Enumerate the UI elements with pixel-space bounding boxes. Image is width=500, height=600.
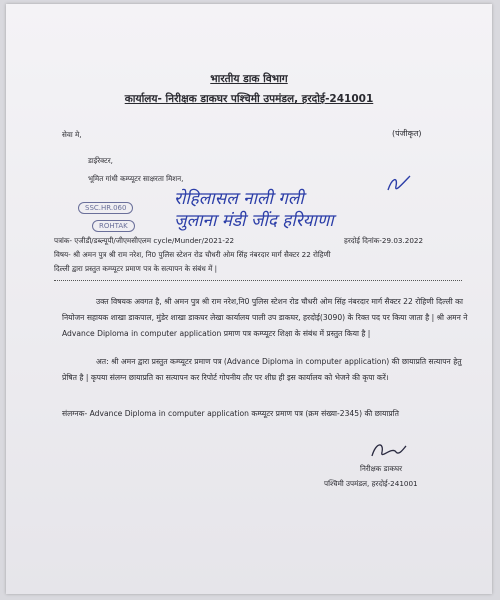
dotted-divider: [54, 280, 462, 281]
letter-page: [6, 4, 492, 594]
addressee-institute: भूमित गांधी कम्प्यूटर साक्षरता मिशन,: [88, 174, 184, 183]
initials-ink-mark: [384, 172, 414, 196]
signature-ink: [366, 438, 410, 462]
registered-label: (पंजीकृत): [392, 129, 422, 138]
city-stamp: ROHTAK: [92, 220, 135, 232]
addressee-director: डाईरेक्टर,: [88, 156, 113, 165]
handwritten-address-line1: रोहिलासल नाली गली: [174, 189, 304, 209]
registration-stamp: SSC.HR.060: [78, 202, 133, 214]
letter-date: हरदोई दिनांक-29.03.2022: [344, 236, 424, 245]
signatory-title: निरीक्षक डाकघर: [360, 464, 403, 473]
enclosure-note: संलग्नक- Advance Diploma in computer application कम्प्यूटर प्रमाण पत्र (क्रम संख्या-2345) की छायाप्रति: [62, 409, 399, 418]
department-title: भारतीय डाक विभाग: [210, 73, 288, 85]
reference-number: पत्रांक- एजीडी/डब्ल्यूपी/जीएमसीएलम cycle/Munder/2021-22: [54, 236, 235, 245]
handwritten-address-line2: जुलाना मंडी जींद हरियाणा: [174, 211, 334, 231]
subject-line2: दिल्ली द्वारा प्रस्तुत कम्प्यूटर प्रमाण पत्र के सत्यापन के संबंध में |: [54, 264, 218, 273]
body-paragraph-2: अत: श्री अमन द्वारा प्रस्तुत कम्प्यूटर प्रमाण पत्र (Advance Diploma in computer application) की छायाप्रति सत्यापन हेतु प्रेषित है | कृपया संलग्न छायाप्रति का सत्यापन कर रिपोर्ट गोपनीय तौर पर शीघ्र ही इस कार्यालय को भेजने की कृपा करें।: [62, 357, 462, 382]
office-title: कार्यालय- निरीक्षक डाकघर पश्चिमी उपमंडल, हरदोई-241001: [124, 93, 374, 105]
seva-mein-label: सेवा मे,: [62, 130, 82, 139]
body-paragraph-1: उक्त विषयक अवगत है, श्री अमन पुत्र श्री राम नरेश,नि0 पुलिस स्टेशन रोड चौधरी ओम सिंह नंबरदार मार्ग सैक्टर 22 रोहिणी दिल्ली का नियोजन सहायक शाखा डाकपाल, मुंडेर शाखा डाकघर लेखा कार्यालय पाली उप डाकघर, हरदोई(3090) के रिक्त पद पर किया जाता है | श्री अमन ने Advance Diploma in computer application प्रमाण पत्र कम्प्यूटर शिक्षा के संबंध में प्रस्तुत किया है |: [62, 297, 468, 338]
subject-line1: विषय- श्री अमन पुत्र श्री राम नरेश, नि0 पुलिस स्टेशन रोड चौधरी ओम सिंह नंबरदार मार्ग सैक्टर 22 रोहिणी: [54, 250, 331, 259]
signatory-office: पश्चिमी उपमंडल, हरदोई-241001: [324, 479, 418, 488]
